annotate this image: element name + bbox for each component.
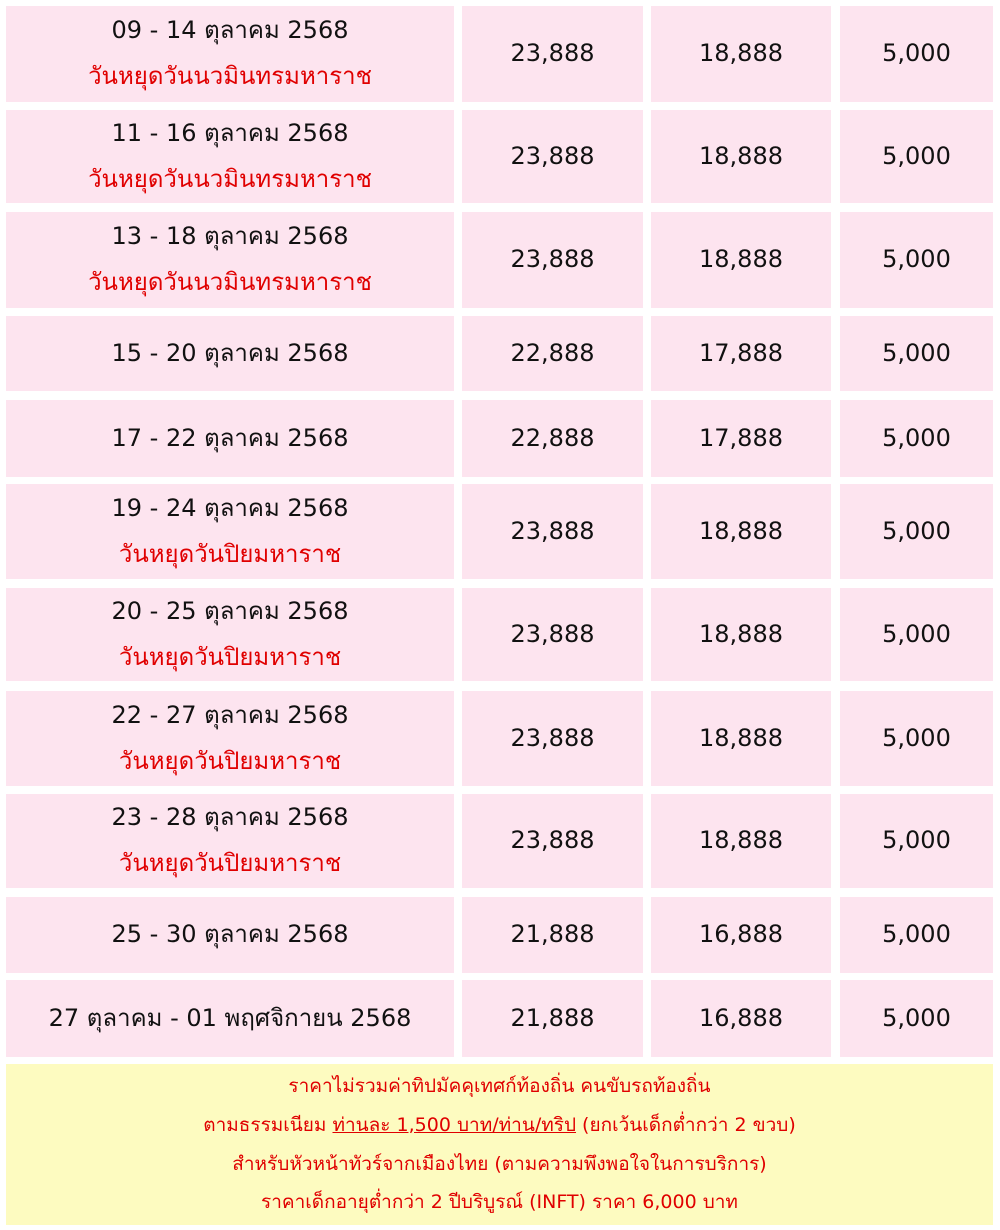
price-value: 5,000 xyxy=(882,516,951,545)
price-value: 23,888 xyxy=(510,619,595,648)
adult-price-cell xyxy=(462,110,643,203)
table-row xyxy=(0,484,1000,579)
child-price-cell xyxy=(651,316,831,391)
price-value: 21,888 xyxy=(510,920,595,949)
child-price-cell xyxy=(651,897,831,973)
travel-dates: 25 - 30 ตุลาคม 2568 xyxy=(111,920,349,949)
date-cell xyxy=(6,400,454,477)
child-price-cell xyxy=(651,588,831,681)
price-value: 23,888 xyxy=(510,141,595,170)
price-value: 5,000 xyxy=(882,338,951,367)
adult-price-cell xyxy=(462,316,643,391)
child-price-cell xyxy=(651,484,831,579)
holiday-note: วันหยุดวันนวมินทรมหาราช xyxy=(88,164,372,193)
table-row xyxy=(0,212,1000,308)
date-cell xyxy=(6,6,454,102)
single-supplement-cell xyxy=(840,110,993,203)
price-value: 22,888 xyxy=(510,338,595,367)
price-value: 17,888 xyxy=(699,423,783,452)
adult-price-cell xyxy=(462,400,643,477)
travel-dates: 17 - 22 ตุลาคม 2568 xyxy=(111,423,349,452)
table-row xyxy=(0,588,1000,681)
price-value: 18,888 xyxy=(699,619,783,648)
price-value: 18,888 xyxy=(699,39,783,68)
travel-dates: 11 - 16 ตุลาคม 2568 xyxy=(111,118,349,147)
price-value: 5,000 xyxy=(882,826,951,855)
child-price-cell xyxy=(651,212,831,308)
date-cell xyxy=(6,212,454,308)
holiday-note: วันหยุดวันปิยมหาราช xyxy=(118,849,342,877)
child-price-cell xyxy=(651,980,831,1057)
travel-dates: 09 - 14 ตุลาคม 2568 xyxy=(111,16,349,45)
date-cell xyxy=(6,691,454,786)
price-value: 16,888 xyxy=(699,920,783,949)
adult-price-cell xyxy=(462,794,643,888)
single-supplement-cell xyxy=(840,980,993,1057)
holiday-note: วันหยุดวันปิยมหาราช xyxy=(118,746,342,775)
single-supplement-cell xyxy=(840,212,993,308)
single-supplement-cell xyxy=(840,691,993,786)
child-price-cell xyxy=(651,110,831,203)
single-supplement-cell xyxy=(840,588,993,681)
price-value: 23,888 xyxy=(510,723,595,752)
child-price-cell xyxy=(651,794,831,888)
single-supplement-cell xyxy=(840,316,993,391)
adult-price-cell xyxy=(462,484,643,579)
price-value: 18,888 xyxy=(699,826,783,855)
price-value: 5,000 xyxy=(882,723,951,752)
holiday-note: วันหยุดวันปิยมหาราช xyxy=(118,539,342,568)
price-notes-box xyxy=(6,1064,993,1225)
table-row xyxy=(0,110,1000,203)
child-price-cell xyxy=(651,6,831,102)
note-line-2-suffix: (ยกเว้นเด็กต่ำกว่า 2 ขวบ) xyxy=(576,1113,796,1136)
date-cell xyxy=(6,980,454,1057)
travel-dates: 27 ตุลาคม - 01 พฤศจิกายน 2568 xyxy=(48,1003,412,1032)
price-value: 5,000 xyxy=(882,141,951,170)
price-value: 5,000 xyxy=(882,245,951,274)
adult-price-cell xyxy=(462,6,643,102)
price-value: 17,888 xyxy=(699,338,783,367)
single-supplement-cell xyxy=(840,794,993,888)
price-value: 18,888 xyxy=(699,141,783,170)
adult-price-cell xyxy=(462,980,643,1057)
adult-price-cell xyxy=(462,897,643,973)
note-line-2 xyxy=(203,1106,796,1145)
date-cell xyxy=(6,110,454,203)
table-row xyxy=(0,6,1000,102)
holiday-note: วันหยุดวันนวมินทรมหาราช xyxy=(88,268,372,296)
price-value: 5,000 xyxy=(882,920,951,949)
child-price-cell xyxy=(651,691,831,786)
price-value: 23,888 xyxy=(510,245,595,274)
travel-dates: 20 - 25 ตุลาคม 2568 xyxy=(111,596,349,625)
date-cell xyxy=(6,484,454,579)
note-line-1: ราคาไม่รวมค่าทิปมัคคุเทศก์ท้องถิ่น คนขับรถท้องถิ่น xyxy=(288,1074,711,1097)
price-value: 5,000 xyxy=(882,1003,951,1032)
travel-dates: 22 - 27 ตุลาคม 2568 xyxy=(111,700,349,729)
adult-price-cell xyxy=(462,212,643,308)
note-line-2-prefix: ตามธรรมเนียม xyxy=(203,1113,333,1136)
table-row xyxy=(0,897,1000,973)
date-cell xyxy=(6,794,454,888)
holiday-note: วันหยุดวันปิยมหาราช xyxy=(118,642,342,671)
price-value: 23,888 xyxy=(510,826,595,855)
table-row xyxy=(0,980,1000,1057)
single-supplement-cell xyxy=(840,484,993,579)
adult-price-cell xyxy=(462,691,643,786)
travel-dates: 13 - 18 ตุลาคม 2568 xyxy=(111,222,349,251)
single-supplement-cell xyxy=(840,6,993,102)
note-line-3: สำหรับหัวหน้าทัวร์จากเมืองไทย (ตามความพึงพอใจในการบริการ) xyxy=(232,1152,767,1175)
price-value: 5,000 xyxy=(882,619,951,648)
price-value: 22,888 xyxy=(510,423,595,452)
child-price-cell xyxy=(651,400,831,477)
note-line-4: ราคาเด็กอายุต่ำกว่า 2 ปีบริบูรณ์ (INFT) ราคา 6,000 บาท xyxy=(261,1191,738,1214)
note-line-2-underlined: ท่านละ 1,500 บาท/ท่าน/ทริป xyxy=(332,1113,577,1136)
date-cell xyxy=(6,588,454,681)
date-cell xyxy=(6,897,454,973)
travel-dates: 23 - 28 ตุลาคม 2568 xyxy=(111,803,349,832)
table-row xyxy=(0,691,1000,786)
table-row xyxy=(0,316,1000,391)
price-value: 23,888 xyxy=(510,39,595,68)
travel-dates: 15 - 20 ตุลาคม 2568 xyxy=(111,338,349,367)
price-value: 16,888 xyxy=(699,1003,783,1032)
table-row xyxy=(0,794,1000,888)
price-value: 18,888 xyxy=(699,245,783,274)
table-row xyxy=(0,400,1000,477)
price-value: 23,888 xyxy=(510,516,595,545)
single-supplement-cell xyxy=(840,400,993,477)
price-value: 5,000 xyxy=(882,423,951,452)
date-cell xyxy=(6,316,454,391)
holiday-note: วันหยุดวันนวมินทรมหาราช xyxy=(88,62,372,90)
price-value: 18,888 xyxy=(699,516,783,545)
adult-price-cell xyxy=(462,588,643,681)
travel-dates: 19 - 24 ตุลาคม 2568 xyxy=(111,493,349,522)
price-value: 21,888 xyxy=(510,1003,595,1032)
price-value: 18,888 xyxy=(699,723,783,752)
single-supplement-cell xyxy=(840,897,993,973)
price-value: 5,000 xyxy=(882,39,951,68)
